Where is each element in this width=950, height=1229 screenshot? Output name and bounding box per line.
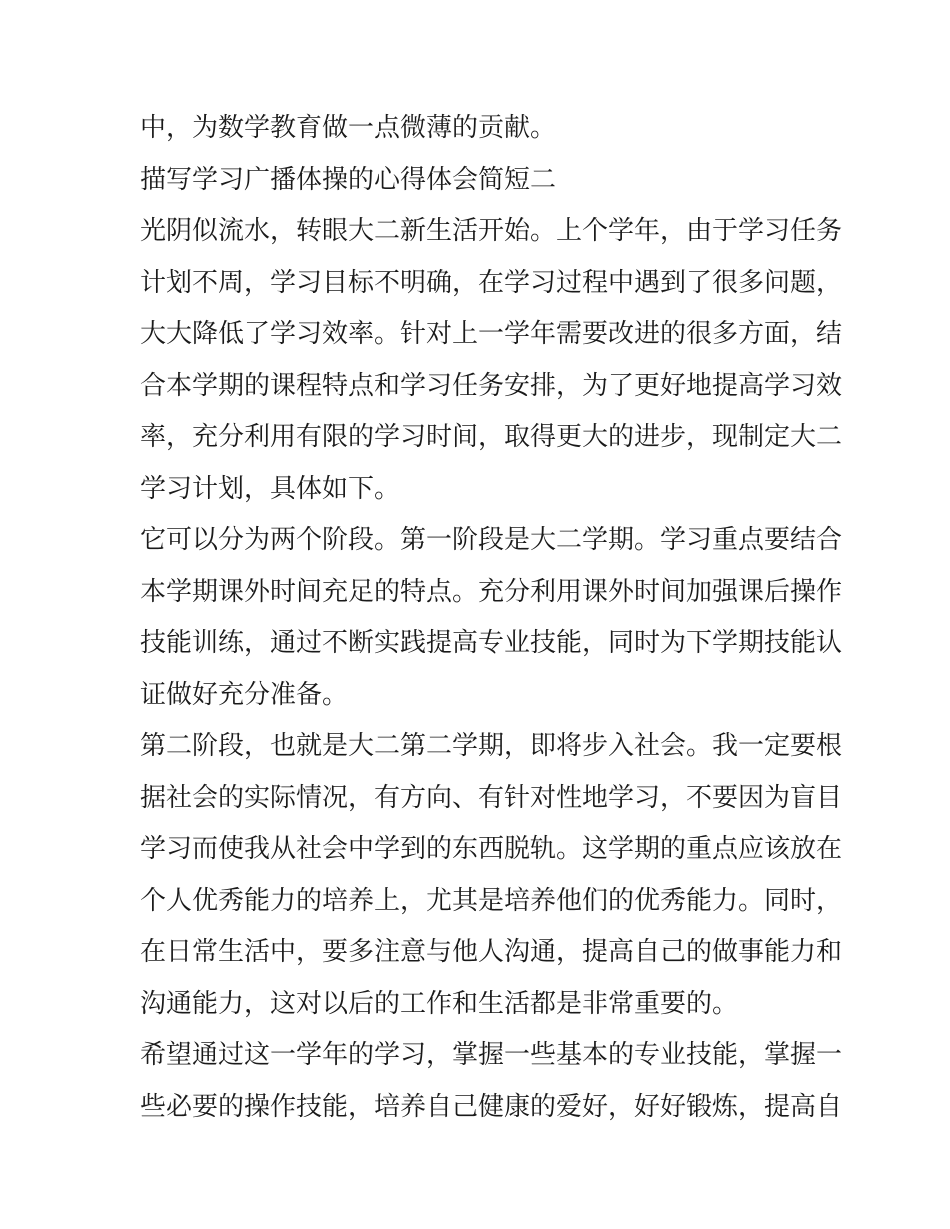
text-line: 据社会的实际情况，有方向、有针对性地学习，不要因为盲目 bbox=[140, 783, 843, 813]
text-line: 个人优秀能力的培养上，尤其是培养他们的优秀能力。同时， bbox=[140, 886, 843, 916]
text-line: 学习计划，具体如下。 bbox=[140, 474, 401, 504]
text-line: 第二阶段，也就是大二第二学期，即将步入社会。我一定要根 bbox=[140, 731, 843, 761]
text-line: 中，为数学教育做一点微薄的贡献。 bbox=[140, 113, 557, 143]
text-line: 大大降低了学习效率。针对上一学年需要改进的很多方面，结 bbox=[140, 319, 843, 349]
text-line: 它可以分为两个阶段。第一阶段是大二学期。学习重点要结合 bbox=[140, 525, 843, 555]
text-line: 技能训练，通过不断实践提高专业技能，同时为下学期技能认 bbox=[140, 628, 843, 658]
text-line: 合本学期的课程特点和学习任务安排，为了更好地提高学习效 bbox=[140, 371, 843, 401]
text-line: 希望通过这一学年的学习，掌握一些基本的专业技能，掌握一 bbox=[140, 1040, 843, 1070]
section-heading: 描写学习广播体操的心得体会简短二 bbox=[140, 165, 557, 195]
text-line: 本学期课外时间充足的特点。充分利用课外时间加强课后操作 bbox=[140, 577, 843, 607]
text-line: 些必要的操作技能，培养自己健康的爱好，好好锻炼，提高自 bbox=[140, 1092, 843, 1122]
text-line: 计划不周，学习目标不明确，在学习过程中遇到了很多问题， bbox=[140, 268, 843, 298]
text-line: 学习而使我从社会中学到的东西脱轨。这学期的重点应该放在 bbox=[140, 834, 843, 864]
text-line: 光阴似流水，转眼大二新生活开始。上个学年，由于学习任务 bbox=[140, 216, 843, 246]
text-line: 率，充分利用有限的学习时间，取得更大的进步，现制定大二 bbox=[140, 422, 843, 452]
text-line: 沟通能力，这对以后的工作和生活都是非常重要的。 bbox=[140, 989, 739, 1019]
text-line: 证做好充分准备。 bbox=[140, 680, 349, 710]
text-line: 在日常生活中，要多注意与他人沟通，提高自己的做事能力和 bbox=[140, 937, 843, 967]
